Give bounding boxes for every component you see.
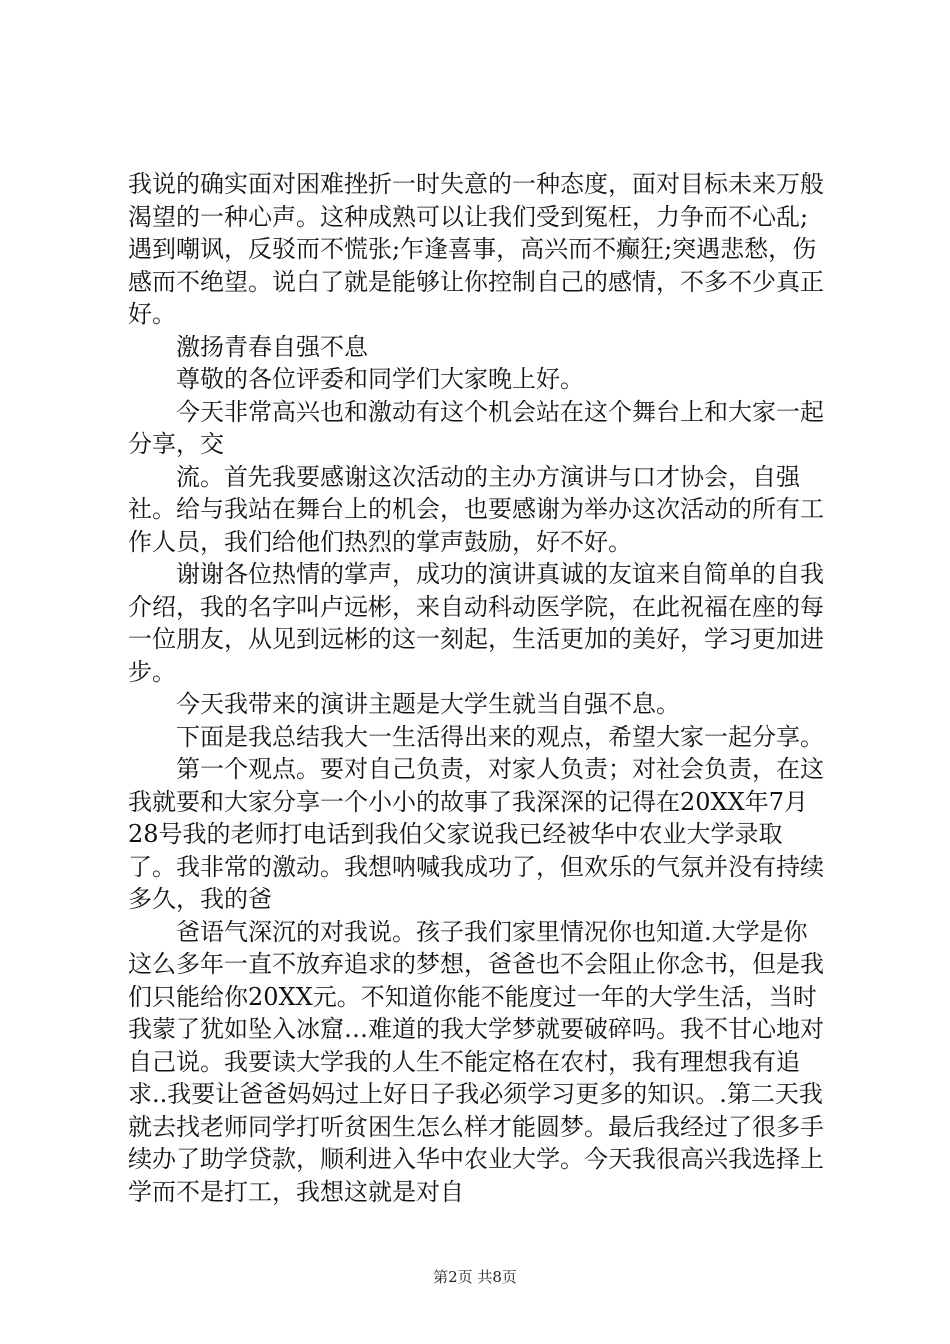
paragraph-heading: 激扬青春自强不息 [176,332,368,361]
paragraph: 今天非常高兴也和激动有这个机会站在这个舞台上和大家一起分享，交 [128,397,824,458]
paragraph: 流。首先我要感谢这次活动的主办方演讲与口才协会，自强社。给与我站在舞台上的机会，也要感谢为举办这次活动的所有工作人员，我们给他们热烈的掌声鼓励，好不好。 [128,462,824,556]
paragraph: 谢谢各位热情的掌声，成功的演讲真诚的友谊来自简单的自我介绍，我的名字叫卢远彬，来自动科动医学院，在此祝福在座的每一位朋友，从见到远彬的这一刻起，生活更加的美好，学习更加进步。 [128,560,824,686]
paragraph: 我说的确实面对困难挫折一时失意的一种态度，面对目标未来万般渴望的一种心声。这种成熟可以让我们受到冤枉，力争而不心乱;遇到嘲讽，反驳而不慌张;乍逢喜事，高兴而不癫狂;突遇悲愁，伤感而不绝望。说白了就是能够让你控制自己的感情，不多不少真正好。 [128,170,824,328]
page-footer [0,1266,950,1287]
paragraph: 下面是我总结我大一生活得出来的观点，希望大家一起分享。 [176,722,824,751]
page-number-label: 第2页 共8页 [433,1268,517,1286]
paragraph: 爸语气深沉的对我说。孩子我们家里情况你也知道.大学是你这么多年一直不放弃追求的梦想，爸爸也不会阻止你念书，但是我们只能给你20XX元。不知道你能不能度过一年的大学生活，当时我蒙了犹如坠入冰窟…难道的我大学梦就要破碎吗。我不甘心地对自己说。我要读大学我的人生不能定格在农村，我有理想我有追求..我要让爸爸妈妈过上好日子我必须学习更多的知识。.第二天我就去找老师同学打听贫困生怎么样才能圆梦。最后我经过了很多手续办了助学贷款，顺利进入华中农业大学。今天我很高兴我选择上学而不是打工，我想这就是对自 [128,917,824,1206]
paragraph: 今天我带来的演讲主题是大学生就当自强不息。 [176,690,680,718]
paragraph: 尊敬的各位评委和同学们大家晚上好。 [176,365,584,393]
paragraph: 第一个观点。要对自己负责，对家人负责；对社会负责，在这我就要和大家分享一个小小的故事了我深深的记得在20XX年7月28号我的老师打电话到我伯父家说我已经被华中农业大学录取了。我非常的激动。我想呐喊我成功了，但欢乐的气氛并没有持续多久，我的爸 [128,755,824,913]
document-body [128,168,828,1208]
